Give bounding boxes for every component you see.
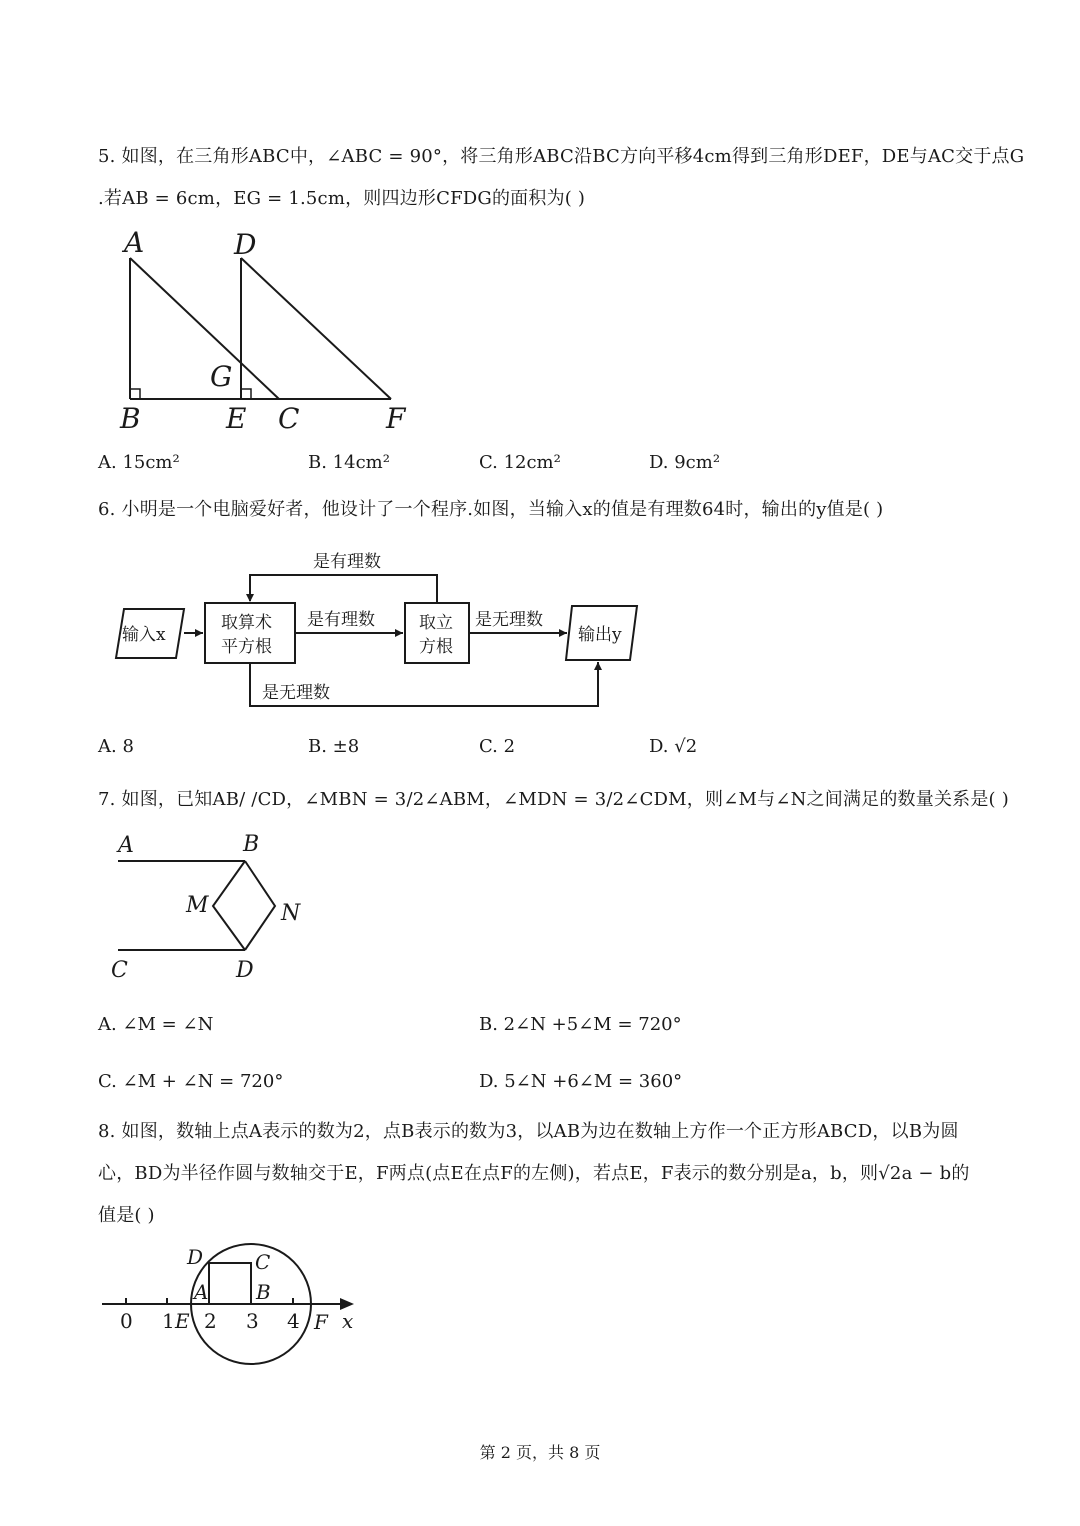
q5-label-e: E: [226, 402, 247, 435]
q8-label-e: E: [175, 1309, 190, 1333]
q7-label-b: B: [243, 832, 260, 857]
q5-right-angle-b: [130, 389, 140, 399]
q8-tick-label-1: 1: [162, 1309, 175, 1333]
q5-option-c: C. 12cm²: [479, 452, 561, 473]
q6-irrational-label-2: 是无理数: [262, 683, 330, 703]
q6-irrational-label-1: 是无理数: [475, 610, 543, 630]
q7-label-m: M: [186, 893, 209, 918]
q6-loop-label: 是有理数: [313, 552, 381, 572]
q6-option-c: C. 2: [479, 736, 516, 757]
q8-label-x: x: [342, 1309, 354, 1333]
q7-label-c: C: [111, 958, 128, 983]
q8-line2: 心，BD为半径作圆与数轴交于E，F两点(点E在点F的左侧)，若点E，F表示的数分别是a，b，则√2a − b的: [98, 1163, 970, 1184]
q5-edge-df: [241, 258, 391, 399]
q5-right-angle-e: [241, 389, 251, 399]
q6-sqrt-label-1: 取算术: [221, 613, 272, 633]
q6-cbrt-label-2: 方根: [419, 637, 453, 657]
page-footer: 第 2 页，共 8 页: [479, 1443, 601, 1462]
q8-tick-label-0: 0: [120, 1309, 133, 1333]
q5-line1: 5. 如图，在三角形ABC中，∠ABC = 90°，将三角形ABC沿BC方向平移4cm得到三角形DEF，DE与AC交于点G: [98, 146, 1025, 167]
q8-label-d: D: [187, 1245, 204, 1269]
q6-output-label: 输出y: [578, 625, 622, 645]
q5-label-c: C: [278, 402, 300, 435]
q6-loop-line: [250, 575, 437, 603]
q5-label-f: F: [386, 402, 406, 435]
q7-line1: 7. 如图，已知AB/ /CD，∠MBN = 3/2∠ABM，∠MDN = 3/2∠CDM，则∠M与∠N之间满足的数量关系是( ): [98, 789, 1009, 810]
q7-option-b: B. 2∠N +5∠M = 720°: [479, 1014, 682, 1035]
q8-square: [209, 1263, 251, 1304]
q6-option-a: A. 8: [98, 736, 134, 757]
q5-edge-ac: [130, 258, 279, 399]
q6-flowchart: [116, 575, 637, 706]
q5-label-d: D: [234, 228, 257, 261]
q8-tick-label-2: 2: [204, 1309, 217, 1333]
q6-option-b: B. ±8: [308, 736, 360, 757]
q5-label-b: B: [120, 402, 141, 435]
q6-line1: 6. 小明是一个电脑爱好者，他设计了一个程序.如图，当输入x的值是有理数64时，输出的y值是( ): [98, 499, 884, 520]
q8-label-f: F: [314, 1310, 328, 1334]
q6-cbrt-label-1: 取立: [419, 613, 453, 633]
q8-label-a: A: [194, 1280, 209, 1304]
q5-option-d: D. 9cm²: [649, 452, 721, 473]
q8-line1: 8. 如图，数轴上点A表示的数为2，点B表示的数为3，以AB为边在数轴上方作一个正方形ABCD，以B为圆: [98, 1121, 959, 1142]
q7-path-bnd: [245, 861, 275, 950]
q8-line3: 值是( ): [98, 1205, 155, 1226]
q7-option-c: C. ∠M + ∠N = 720°: [98, 1071, 284, 1092]
q5-option-b: B. 14cm²: [308, 452, 390, 473]
q8-figure: [102, 1244, 345, 1364]
q5-label-g: G: [210, 360, 233, 393]
q7-path-bmd: [213, 861, 245, 950]
q6-option-d: D. √2: [649, 736, 698, 757]
q8-label-b: B: [256, 1280, 271, 1304]
q7-option-a: A. ∠M = ∠N: [98, 1014, 214, 1035]
q6-input-label: 输入x: [122, 625, 166, 645]
q7-label-a: A: [118, 833, 134, 858]
q6-rational-label: 是有理数: [307, 610, 375, 630]
q5-label-a: A: [124, 226, 145, 259]
q5-option-a: A. 15cm²: [98, 452, 180, 473]
q8-tick-label-3: 3: [246, 1309, 259, 1333]
q7-label-d: D: [236, 958, 254, 983]
q7-option-d: D. 5∠N +6∠M = 360°: [479, 1071, 683, 1092]
q8-tick-label-4: 4: [287, 1309, 300, 1333]
q6-sqrt-label-2: 平方根: [221, 637, 272, 657]
q7-label-n: N: [281, 901, 301, 926]
q5-line2: .若AB = 6cm，EG = 1.5cm，则四边形CFDG的面积为( ): [98, 188, 586, 209]
q8-label-c: C: [255, 1250, 271, 1274]
